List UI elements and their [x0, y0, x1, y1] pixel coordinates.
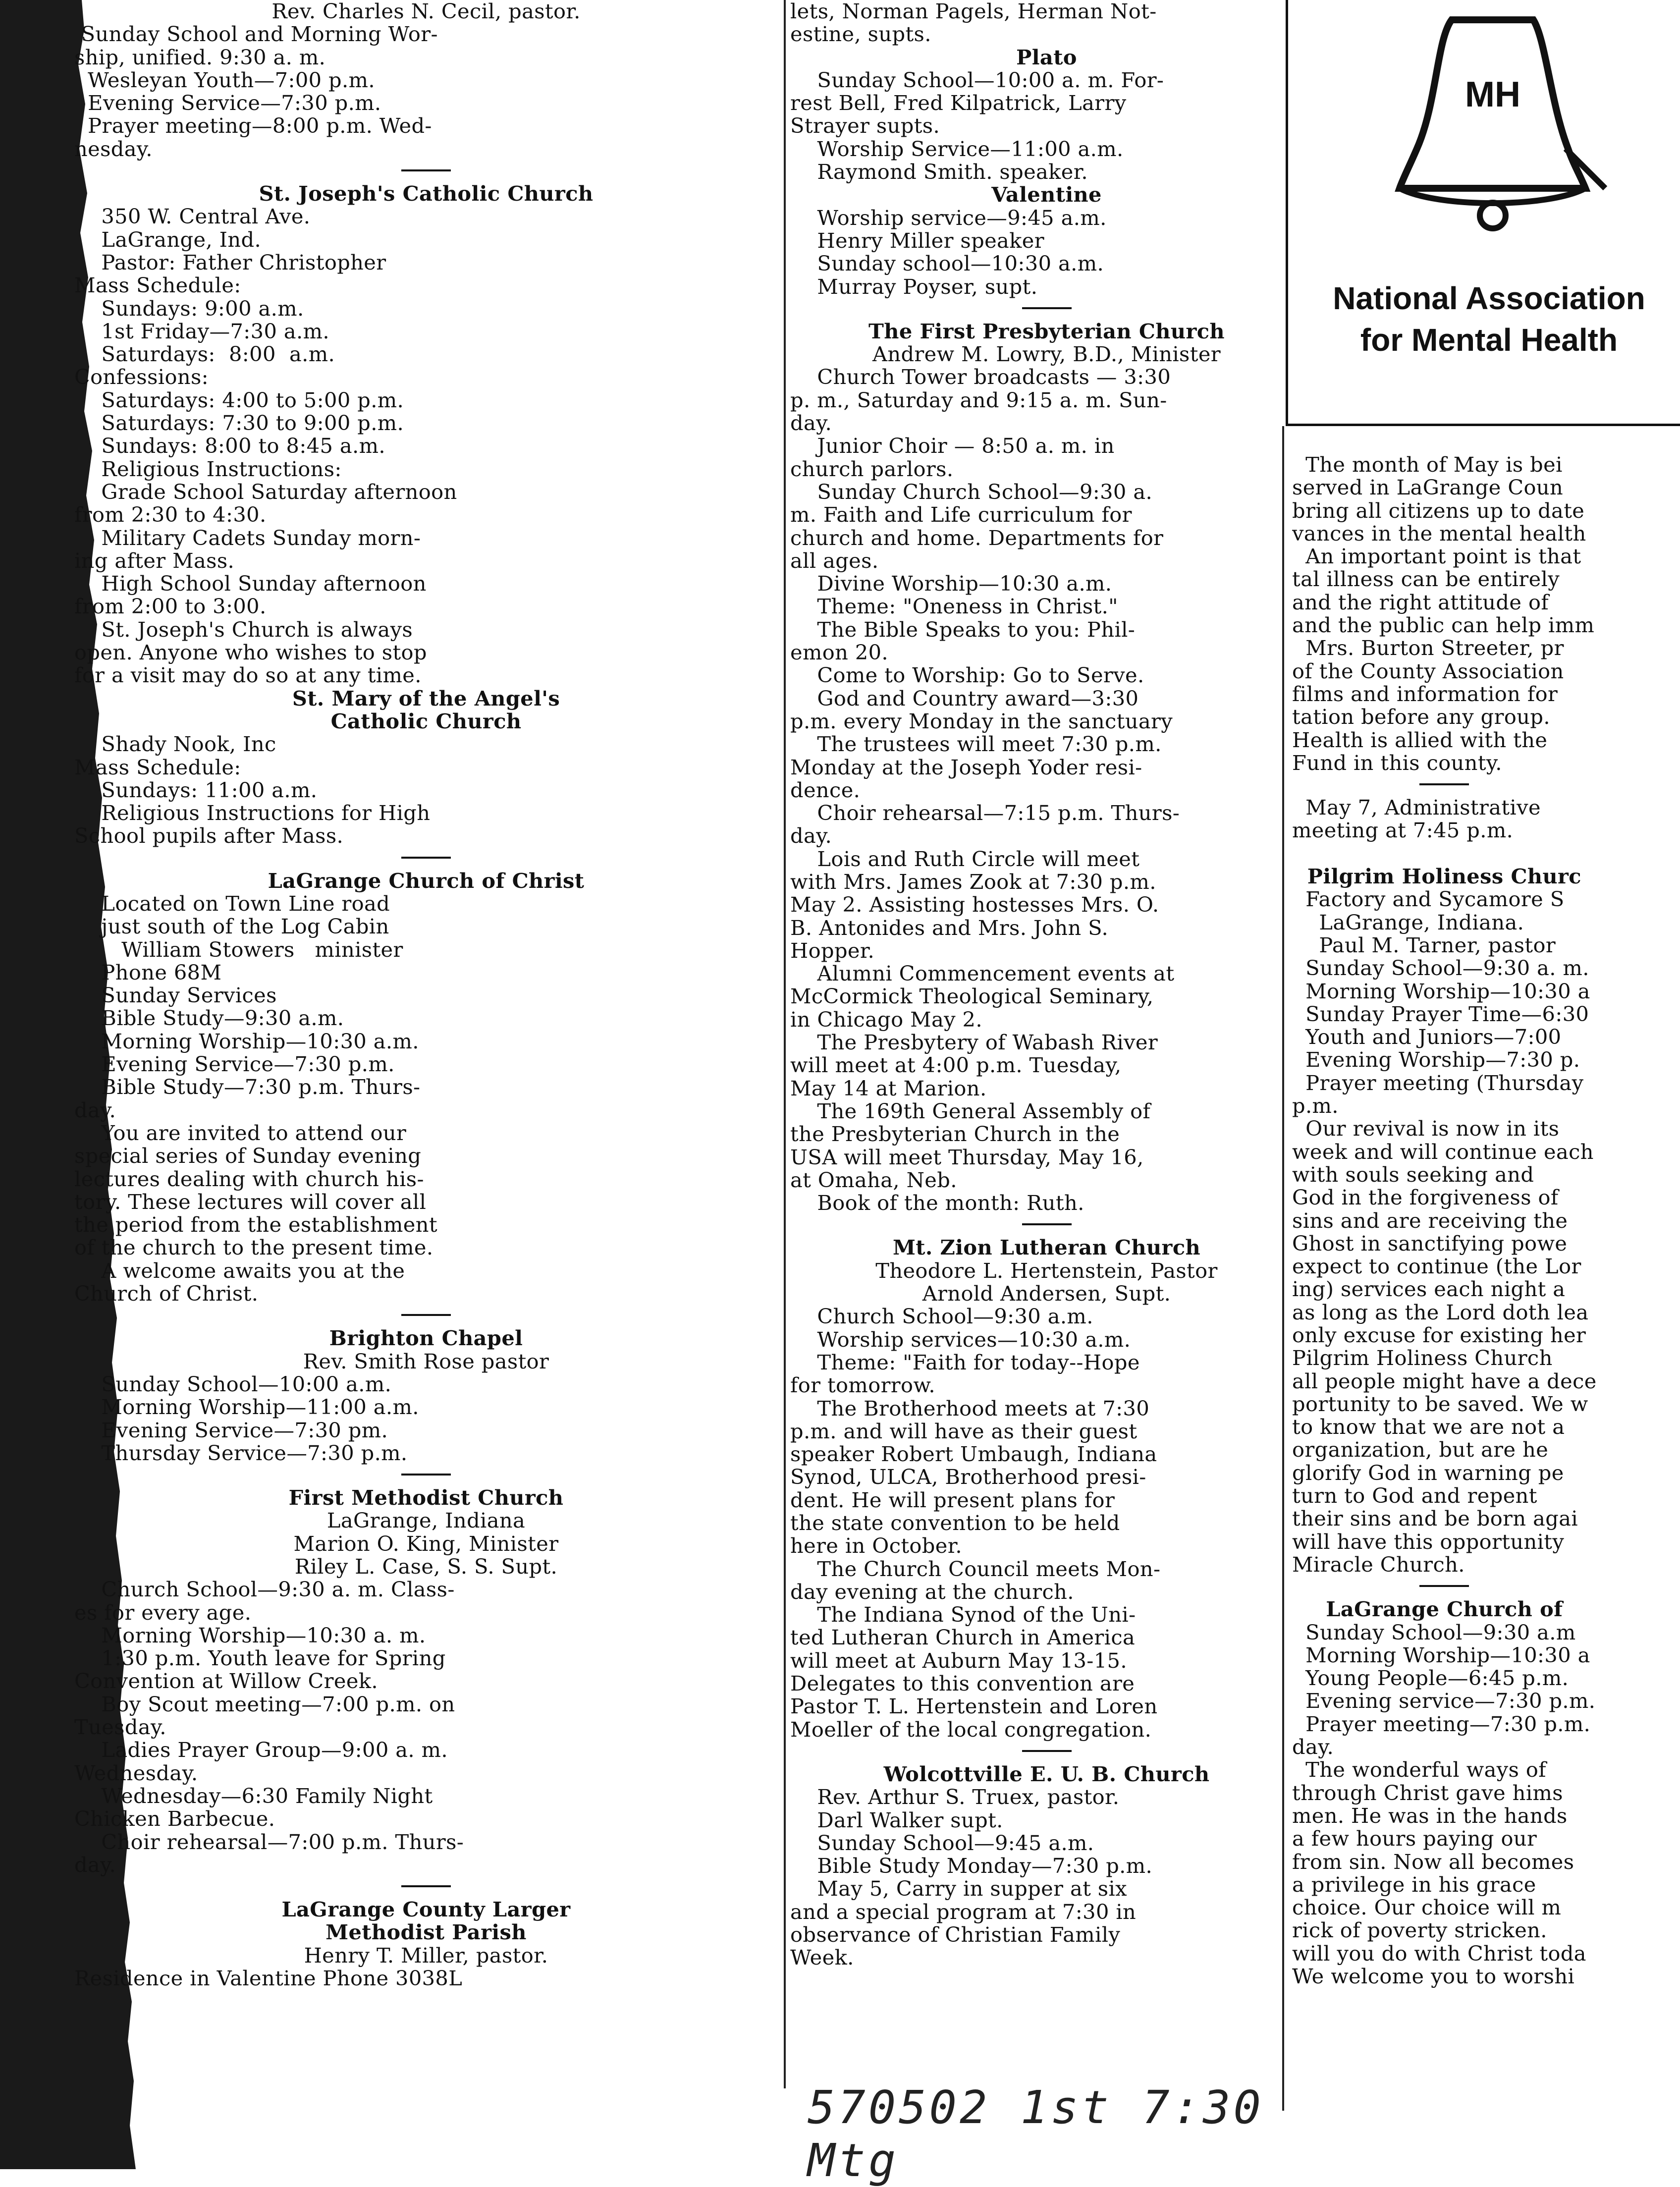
text-line: Moeller of the local congregation.: [790, 1717, 1152, 1742]
text-line: and the public can help imm: [1292, 613, 1595, 638]
text-line: served in LaGrange Coun: [1292, 475, 1564, 500]
text-line: day.: [1292, 1735, 1334, 1759]
text-line: School pupils after Mass.: [74, 823, 344, 848]
text-line: May 5, Carry in supper at six: [790, 1876, 1127, 1901]
text-line: portunity to be saved. We w: [1292, 1391, 1588, 1416]
text-line: Sunday Church School—9:30 a.: [790, 479, 1153, 504]
text-line: Convention at Willow Creek.: [74, 1669, 378, 1694]
text-line: Mass Schedule:: [74, 755, 241, 779]
text-line: Evening Service—7:30 pm.: [74, 1418, 388, 1442]
text-line: Hopper.: [790, 938, 875, 963]
text-line: men. He was in the hands: [1292, 1803, 1568, 1828]
text-line: Religious Instructions:: [74, 456, 342, 481]
text-line: Sunday School—10:00 a. m. For-: [790, 67, 1164, 92]
text-line: Andrew M. Lowry, B.D., Minister: [872, 342, 1221, 367]
text-line: Come to Worship: Go to Serve.: [790, 663, 1144, 688]
text-line: Riley L. Case, S. S. Supt.: [294, 1554, 558, 1579]
text-line: will have this opportunity: [1292, 1529, 1565, 1554]
text-line: Thursday Service—7:30 p.m.: [74, 1440, 408, 1465]
text-line: the Presbyterian Church in the: [790, 1122, 1120, 1147]
text-line: and a special program at 7:30 in: [790, 1899, 1137, 1924]
text-line: m. Faith and Life curriculum for: [790, 502, 1132, 527]
text-line: Morning Worship—10:30 a: [1292, 979, 1590, 1003]
text-line: Morning Worship—10:30 a: [1292, 1642, 1590, 1667]
text-line: p.m. every Monday in the sanctuary: [790, 709, 1173, 733]
text-line: You are invited to attend our: [74, 1120, 407, 1145]
text-line: ing after Mass.: [74, 548, 235, 573]
ad-title-line2: for Mental Health: [1360, 322, 1618, 358]
text-line: The trustees will meet 7:30 p.m.: [790, 732, 1162, 757]
text-line: Junior Choir — 8:50 a. m. in: [790, 434, 1115, 458]
text-line: bring all citizens up to date: [1292, 498, 1585, 523]
text-line: Sunday School—9:45 a.m.: [790, 1830, 1094, 1855]
text-line: open. Anyone who wishes to stop: [74, 640, 427, 665]
text-line: rick of poverty stricken.: [1292, 1918, 1547, 1943]
text-line: Saturdays: 7:30 to 9:00 p.m.: [74, 411, 404, 436]
text-line: lets, Norman Pagels, Herman Not-: [790, 0, 1157, 23]
text-line: here in October.: [790, 1533, 962, 1558]
text-line: just south of the Log Cabin: [74, 914, 389, 939]
text-line: May 7, Administrative: [1292, 795, 1541, 820]
text-line: dence.: [790, 777, 861, 802]
text-line: The Bible Speaks to you: Phil-: [790, 617, 1136, 642]
text-line: all people might have a dece: [1292, 1368, 1597, 1393]
text-line: The Presbytery of Wabash River: [790, 1030, 1158, 1055]
text-line: glorify God in warning pe: [1292, 1460, 1564, 1485]
text-line: films and information for: [1292, 681, 1558, 706]
section-rule: [1419, 783, 1469, 785]
text-line: ted Lutheran Church in America: [790, 1625, 1136, 1650]
text-line: rest Bell, Fred Kilpatrick, Larry: [790, 91, 1127, 115]
text-line: Ghost in sanctifying powe: [1292, 1231, 1568, 1256]
text-line: Wednesday.: [74, 1760, 198, 1785]
text-line: Tuesday.: [74, 1715, 166, 1740]
text-line: Worship Service—11:00 a.m.: [790, 136, 1124, 161]
church-heading: Brighton Chapel: [329, 1326, 523, 1351]
text-line: will you do with Christ toda: [1292, 1941, 1586, 1966]
text-line: An important point is that: [1292, 544, 1581, 569]
text-line: ship, unified. 9:30 a. m.: [74, 45, 326, 69]
text-line: May 2. Assisting hostesses Mrs. O.: [790, 892, 1159, 917]
text-line: The 169th General Assembly of: [790, 1098, 1151, 1123]
text-line: Prayer meeting—7:30 p.m.: [1292, 1711, 1591, 1736]
text-line: 1:30 p.m. Youth leave for Spring: [74, 1646, 446, 1671]
text-line: Ladies Prayer Group—9:00 a. m.: [74, 1738, 448, 1762]
text-line: Wednesday—6:30 Family Night: [74, 1783, 433, 1808]
text-line: a few hours paying our: [1292, 1826, 1537, 1851]
text-line: Rev. Charles N. Cecil, pastor.: [271, 0, 581, 23]
text-line: Monday at the Joseph Yoder resi-: [790, 755, 1142, 779]
text-line: B. Antonides and Mrs. John S.: [790, 915, 1109, 940]
ad-title-line1: National Association: [1333, 280, 1645, 316]
text-line: day.: [790, 823, 832, 848]
text-line: Located on Town Line road: [74, 891, 390, 916]
text-line: [1292, 842, 1597, 865]
text-line: Confessions:: [74, 365, 209, 389]
text-line: expect to continue (the Lor: [1292, 1254, 1581, 1279]
text-line: Morning Worship—11:00 a.m.: [74, 1395, 419, 1420]
text-line: organization, but are he: [1292, 1437, 1549, 1462]
text-line: Sunday School and Morning Wor-: [74, 22, 438, 47]
section-rule: [401, 1314, 451, 1316]
text-line: Church Tower broadcasts — 3:30: [790, 365, 1171, 389]
text-line: Rev. Arthur S. Truex, pastor.: [790, 1785, 1120, 1809]
section-rule: [401, 857, 451, 859]
text-line: a privilege in his grace: [1292, 1872, 1536, 1897]
text-line: Bible Study—7:30 p.m. Thurs-: [74, 1075, 421, 1099]
text-line: May 14 at Marion.: [790, 1076, 987, 1100]
column-1: [74, 0, 778, 2091]
text-line: the state convention to be held: [790, 1511, 1120, 1535]
text-line: church and home. Departments for: [790, 525, 1164, 550]
church-heading: The First Presbyterian Church: [868, 319, 1225, 343]
text-line: p.m. and will have as their guest: [790, 1419, 1138, 1443]
section-rule: [1022, 1750, 1072, 1752]
text-line: Bible Study—9:30 a.m.: [74, 1006, 344, 1031]
text-line: High School Sunday afternoon: [74, 571, 427, 596]
text-line: from sin. Now all becomes: [1292, 1849, 1574, 1874]
text-line: through Christ gave hims: [1292, 1780, 1563, 1805]
text-line: Wesleyan Youth—7:00 p.m.: [74, 67, 375, 92]
text-line: Bible Study Monday—7:30 p.m.: [790, 1854, 1153, 1878]
section-rule: [401, 1885, 451, 1887]
text-line: Sundays: 8:00 to 8:45 a.m.: [74, 434, 385, 458]
text-line: Mass Schedule:: [74, 273, 241, 298]
text-line: the period from the establishment: [74, 1212, 437, 1237]
text-line: Fund in this county.: [1292, 750, 1502, 775]
text-line: LaGrange, Indiana.: [1292, 910, 1524, 934]
text-line: choice. Our choice will m: [1292, 1895, 1562, 1920]
text-line: ing) services each night a: [1292, 1277, 1566, 1302]
text-line: day.: [790, 411, 832, 436]
text-line: Church School—9:30 a. m. Class-: [74, 1577, 455, 1602]
text-line: Raymond Smith. speaker.: [790, 160, 1088, 184]
text-line: McCormick Theological Seminary,: [790, 984, 1154, 1009]
text-line: Sunday School—9:30 a.m: [1292, 1620, 1576, 1644]
text-line: speaker Robert Umbaugh, Indiana: [790, 1442, 1157, 1467]
text-line: their sins and be born agai: [1292, 1506, 1578, 1531]
text-line: Theodore L. Hertenstein, Pastor: [875, 1258, 1218, 1283]
text-line: The Church Council meets Mon-: [790, 1556, 1161, 1581]
section-rule: [401, 169, 451, 171]
text-line: church parlors.: [790, 456, 954, 481]
text-line: Evening Worship—7:30 p.: [1292, 1047, 1580, 1072]
text-line: USA will meet Thursday, May 16,: [790, 1145, 1144, 1169]
text-line: of the church to the present time.: [74, 1235, 434, 1260]
text-line: Arnold Andersen, Supt.: [922, 1281, 1171, 1306]
text-line: Pilgrim Holiness Church: [1292, 1346, 1553, 1370]
text-line: Young People—6:45 p.m.: [1292, 1666, 1569, 1691]
text-line: of the County Association: [1292, 658, 1564, 683]
text-line: p.m.: [1292, 1094, 1339, 1118]
text-line: p. m., Saturday and 9:15 a. m. Sun-: [790, 387, 1167, 412]
text-line: Sundays: 9:00 a.m.: [74, 296, 304, 321]
text-line: Strayer supts.: [790, 113, 940, 138]
text-line: LaGrange, Indiana: [326, 1508, 526, 1533]
section-rule: [401, 1474, 451, 1476]
handwritten-note: 570502 1st 7:30 Mtg: [808, 2081, 1264, 2187]
text-line: Sunday School—9:30 a. m.: [1292, 956, 1589, 981]
church-heading: Pilgrim Holiness Churc: [1307, 864, 1581, 889]
text-line: with souls seeking and: [1292, 1162, 1534, 1187]
text-line: Alumni Commencement events at: [790, 961, 1175, 986]
text-line: day.: [74, 1852, 116, 1877]
text-line: only excuse for existing her: [1292, 1322, 1586, 1347]
church-heading: St. Joseph's Catholic Church: [259, 181, 594, 206]
text-line: Darl Walker supt.: [790, 1807, 1003, 1832]
text-line: St. Joseph's Church is always: [74, 617, 413, 642]
text-line: in Chicago May 2.: [790, 1007, 982, 1032]
text-line: Choir rehearsal—7:15 p.m. Thurs-: [790, 801, 1180, 825]
text-line: We welcome you to worshi: [1292, 1964, 1575, 1988]
text-line: Church School—9:30 a.m.: [790, 1304, 1093, 1329]
text-line: for a visit may do so at any time.: [74, 663, 422, 688]
church-heading: LaGrange County Larger: [281, 1897, 571, 1922]
text-line: Grade School Saturday afternoon: [74, 479, 457, 504]
section-rule: [1022, 1223, 1072, 1225]
text-line: Divine Worship—10:30 a.m.: [790, 571, 1112, 596]
text-line: turn to God and repent: [1292, 1483, 1537, 1508]
text-line: Worship services—10:30 a.m.: [790, 1327, 1131, 1352]
text-line: vances in the mental health: [1292, 521, 1586, 546]
text-line: Choir rehearsal—7:00 p.m. Thurs-: [74, 1829, 464, 1854]
text-line: Our revival is now in its: [1292, 1116, 1560, 1141]
text-line: Evening Service—7:30 p.m.: [74, 91, 381, 115]
text-line: Sunday School—10:00 a.m.: [74, 1371, 392, 1396]
text-line: The Indiana Synod of the Uni-: [790, 1602, 1136, 1627]
text-line: to know that we are not a: [1292, 1415, 1565, 1439]
text-line: from 2:30 to 4:30.: [74, 502, 267, 527]
text-line: 350 W. Central Ave.: [74, 204, 311, 229]
text-line: Rev. Smith Rose pastor: [303, 1349, 549, 1373]
church-heading: First Methodist Church: [288, 1485, 564, 1510]
text-line: A welcome awaits you at the: [74, 1258, 405, 1283]
text-line: with Mrs. James Zook at 7:30 p.m.: [790, 869, 1156, 894]
text-line: Murray Poyser, supt.: [790, 274, 1038, 299]
text-line: Saturdays: 8:00 a.m.: [74, 342, 335, 367]
text-line: Phone 68M: [74, 960, 222, 984]
text-line: will meet at 4:00 p.m. Tuesday,: [790, 1053, 1122, 1078]
text-line: Boy Scout meeting—7:00 p.m. on: [74, 1692, 455, 1716]
text-line: tal illness can be entirely: [1292, 567, 1560, 592]
church-heading: LaGrange Church of Christ: [268, 868, 585, 893]
text-line: Paul M. Tarner, pastor: [1292, 932, 1556, 957]
text-line: Morning Worship—10:30 a.m.: [74, 1029, 419, 1053]
section-rule: [1022, 307, 1072, 309]
text-line: will meet at Auburn May 13-15.: [790, 1648, 1127, 1673]
text-line: and the right attitude of: [1292, 590, 1549, 614]
text-line: LaGrange, Ind.: [74, 227, 262, 252]
text-line: Sundays: 11:00 a.m.: [74, 777, 318, 802]
text-line: Saturdays: 4:00 to 5:00 p.m.: [74, 387, 404, 412]
text-line: dent. He will present plans for: [790, 1487, 1115, 1512]
text-line: Theme: "Oneness in Christ.": [790, 594, 1118, 619]
column-3: [1292, 0, 1680, 2091]
text-line: from 2:00 to 3:00.: [74, 594, 267, 619]
text-line: Henry T. Miller, pastor.: [304, 1943, 548, 1968]
text-line: Factory and Sycamore S: [1292, 887, 1565, 912]
church-heading: Mt. Zion Lutheran Church: [892, 1235, 1201, 1260]
text-line: God and Country award—3:30: [790, 686, 1139, 711]
text-line: Prayer meeting (Thursday: [1292, 1070, 1584, 1095]
text-line: day evening at the church.: [790, 1579, 1074, 1604]
text-line: at Omaha, Neb.: [790, 1167, 957, 1192]
text-line: tation before any group.: [1292, 705, 1550, 729]
bell-label: MH: [1465, 75, 1520, 114]
text-line: Pastor T. L. Hertenstein and Loren: [790, 1694, 1158, 1719]
church-heading: Methodist Parish: [325, 1920, 527, 1945]
church-heading: St. Mary of the Angel's: [292, 686, 560, 711]
text-line: Week.: [790, 1945, 854, 1970]
text-line: Sunday Prayer Time—6:30: [1292, 1001, 1589, 1026]
text-line: week and will continue each: [1292, 1139, 1594, 1164]
text-line: as long as the Lord doth lea: [1292, 1300, 1589, 1324]
text-line: Shady Nook, Inc: [74, 732, 276, 757]
text-line: day.: [74, 1097, 116, 1122]
text-line: for tomorrow.: [790, 1373, 936, 1398]
church-heading: Plato: [1016, 45, 1077, 69]
text-line: meeting at 7:45 p.m.: [1292, 818, 1514, 843]
text-line: Evening Service—7:30 p.m.: [74, 1052, 395, 1077]
text-line: Morning Worship—10:30 a. m.: [74, 1623, 426, 1647]
text-line: sins and are receiving the: [1292, 1208, 1568, 1233]
text-line: all ages.: [790, 548, 879, 573]
column-3-body: [1292, 453, 1597, 1988]
text-line: emon 20.: [790, 640, 889, 665]
text-line: special series of Sunday evening: [74, 1144, 422, 1168]
text-line: God in the forgiveness of: [1292, 1185, 1559, 1210]
column-divider: [784, 0, 786, 2088]
church-heading: Wolcottville E. U. B. Church: [883, 1761, 1210, 1786]
text-line: Religious Instructions for High: [74, 801, 431, 825]
text-line: Church of Christ.: [74, 1281, 259, 1306]
text-line: Residence in Valentine Phone 3038L: [74, 1966, 463, 1991]
text-line: Worship service—9:45 a.m.: [790, 205, 1107, 230]
text-line: The wonderful ways of: [1292, 1757, 1547, 1782]
text-line: Military Cadets Sunday morn-: [74, 525, 421, 550]
text-line: Delegates to this convention are: [790, 1671, 1135, 1696]
church-heading: LaGrange Church of: [1326, 1597, 1563, 1622]
text-line: Book of the month: Ruth.: [790, 1191, 1084, 1215]
text-line: Prayer meeting—8:00 p.m. Wed-: [74, 113, 432, 138]
text-line: Henry Miller speaker: [790, 228, 1044, 253]
text-line: Health is allied with the: [1292, 727, 1548, 752]
text-line: Sunday Services: [74, 983, 277, 1008]
text-line: nesday.: [74, 136, 153, 161]
text-line: Sunday school—10:30 a.m.: [790, 251, 1104, 276]
church-heading: Catholic Church: [330, 709, 522, 733]
text-line: Synod, ULCA, Brotherhood presi-: [790, 1465, 1146, 1489]
text-line: estine, supts.: [790, 22, 931, 47]
text-line: Chicken Barbecue.: [74, 1806, 275, 1831]
text-line: lectures dealing with church his-: [74, 1166, 424, 1191]
section-rule: [1419, 1585, 1469, 1587]
text-line: Pastor: Father Christopher: [74, 250, 386, 274]
text-line: Mrs. Burton Streeter, pr: [1292, 636, 1564, 660]
text-line: Youth and Juniors—7:00: [1292, 1025, 1562, 1049]
text-line: Miracle Church.: [1292, 1552, 1465, 1577]
text-line: es for every age.: [74, 1600, 252, 1625]
church-heading: Valentine: [991, 182, 1102, 207]
text-line: Theme: "Faith for today--Hope: [790, 1350, 1140, 1374]
text-line: observance of Christian Family: [790, 1922, 1121, 1947]
text-line: The Brotherhood meets at 7:30: [790, 1396, 1150, 1421]
column-2: [790, 0, 1303, 2091]
text-line: William Stowers minister: [74, 937, 403, 962]
text-line: Lois and Ruth Circle will meet: [790, 846, 1140, 871]
text-line: tory. These lectures will cover all: [74, 1189, 427, 1214]
text-line: The month of May is bei: [1292, 452, 1563, 477]
text-line: Marion O. King, Minister: [293, 1531, 559, 1556]
text-line: Evening service—7:30 p.m.: [1292, 1689, 1596, 1713]
text-line: 1st Friday—7:30 a.m.: [74, 319, 329, 343]
